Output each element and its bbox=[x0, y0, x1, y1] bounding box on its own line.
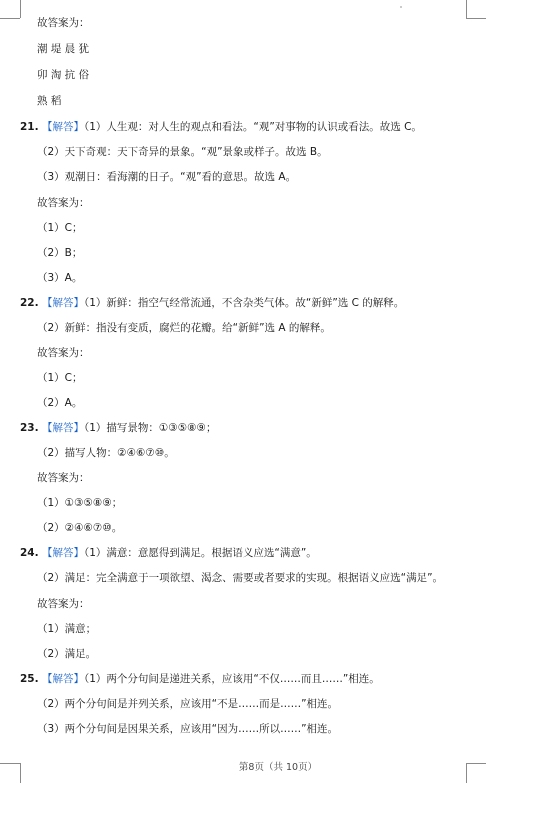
question-23 bbox=[20, 421, 216, 435]
question-text: （1）描写景物：①③⑤⑧⑨； bbox=[83, 422, 217, 434]
solution-line: （3）两个分句间是因果关系，应该用“因为……所以……”相连。 bbox=[37, 723, 339, 735]
question-text: （1）新鲜：指空气经常流通，不含杂类气体。故“新鲜”选 C 的解释。 bbox=[83, 297, 405, 309]
question-25 bbox=[20, 672, 380, 686]
answer-line: （1）满意； bbox=[37, 623, 97, 635]
solution-tag: 【解答】 bbox=[41, 422, 84, 434]
solution-line: （2）天下奇观：天下奇异的景象。“观”景象或样子。故选 B。 bbox=[37, 146, 328, 158]
answer-heading: 故答案为： bbox=[37, 197, 90, 209]
answer-line: （2）A。 bbox=[37, 397, 83, 409]
question-number: 25. bbox=[20, 673, 39, 685]
question-number: 24. bbox=[20, 547, 39, 559]
answer-line: （2）满足。 bbox=[37, 648, 97, 660]
answer-line: （1）C； bbox=[37, 222, 83, 234]
answer-line: 熟 稻 bbox=[37, 95, 62, 107]
question-number: 22. bbox=[20, 297, 39, 309]
solution-tag: 【解答】 bbox=[41, 121, 84, 133]
solution-line: （2）新鲜：指没有变质，腐烂的花瓣。给“新鲜”选 A 的解释。 bbox=[37, 322, 331, 334]
answer-line: （3）A。 bbox=[37, 272, 83, 284]
question-text: （1）满意：意愿得到满足。根据语义应选“满意”。 bbox=[83, 547, 317, 559]
answer-line: 卯 淘 抗 俗 bbox=[37, 69, 90, 81]
answer-line: （2）②④⑥⑦⑩。 bbox=[37, 522, 123, 534]
question-21 bbox=[20, 120, 422, 134]
solution-line: （3）观潮日：看海潮的日子。“观”看的意思。故选 A。 bbox=[37, 171, 297, 183]
answer-line: （1）①③⑤⑧⑨； bbox=[37, 497, 123, 509]
page-footer: 第8页（共 10页） bbox=[238, 762, 318, 773]
question-text: （1）人生观：对人生的观点和看法。“观”对事物的认识或看法。故选 C。 bbox=[83, 121, 422, 133]
answer-heading: 故答案为： bbox=[37, 472, 90, 484]
question-number: 21. bbox=[20, 121, 39, 133]
question-number: 23. bbox=[20, 422, 39, 434]
solution-tag: 【解答】 bbox=[41, 673, 84, 685]
speck bbox=[400, 6, 402, 8]
answer-line: 潮 堤 晨 犹 bbox=[37, 43, 90, 55]
answer-heading: 故答案为： bbox=[37, 17, 90, 29]
solution-tag: 【解答】 bbox=[41, 297, 84, 309]
solution-line: （2）描写人物：②④⑥⑦⑩。 bbox=[37, 447, 175, 459]
answer-line: （2）B； bbox=[37, 247, 83, 259]
question-22 bbox=[20, 296, 404, 310]
question-24 bbox=[20, 546, 317, 560]
answer-heading: 故答案为： bbox=[37, 598, 90, 610]
answer-line: （1）C； bbox=[37, 372, 83, 384]
solution-line: （2）满足：完全满意于一项欲望、渴念、需要或者要求的实现。根据语义应选“满足”。 bbox=[37, 572, 444, 584]
solution-tag: 【解答】 bbox=[41, 547, 84, 559]
solution-line: （2）两个分句间是并列关系，应该用“不是……而是……”相连。 bbox=[37, 698, 339, 710]
question-text: （1）两个分句间是递进关系，应该用“不仅……而且……”相连。 bbox=[83, 673, 380, 685]
answer-heading: 故答案为： bbox=[37, 347, 90, 359]
